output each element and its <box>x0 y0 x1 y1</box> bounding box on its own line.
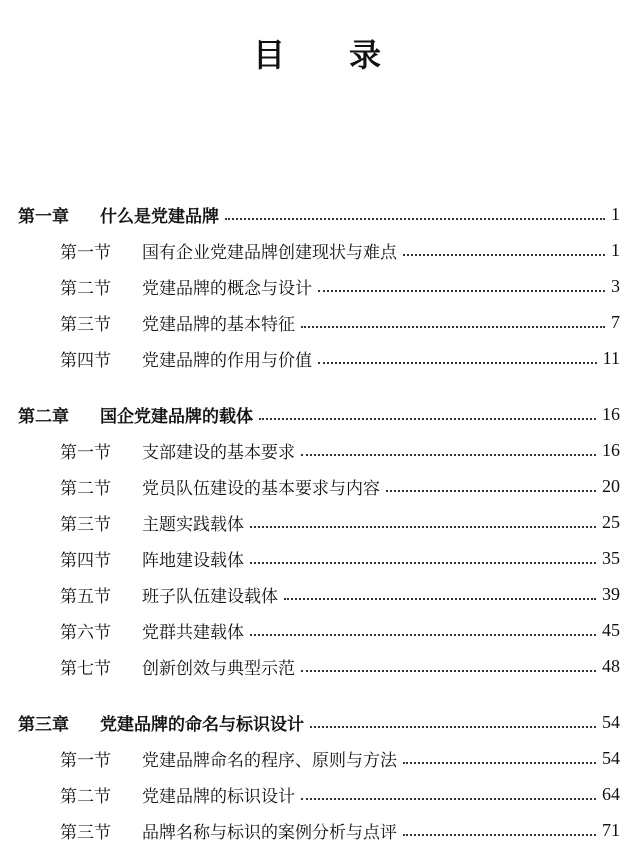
toc-name: 国有企业党建品牌创建现状与难点 <box>142 242 397 263</box>
toc-section[interactable] <box>0 340 636 376</box>
toc-section[interactable] <box>0 304 636 340</box>
title-char-2: 录 <box>349 36 384 74</box>
toc-label: 第四节 <box>60 350 111 371</box>
toc-leader-dots <box>225 217 605 220</box>
toc-name: 什么是党建品牌 <box>100 206 219 227</box>
toc-section[interactable] <box>0 540 636 576</box>
toc-page-number: 35 <box>602 547 620 568</box>
toc-label: 第四节 <box>60 550 111 571</box>
table-of-contents <box>0 196 636 848</box>
toc-page-number: 3 <box>611 275 620 296</box>
title-char-1: 目 <box>252 36 287 74</box>
toc-name: 党建品牌的基本特征 <box>142 314 295 335</box>
toc-label: 第二章 <box>18 406 69 427</box>
toc-name: 党建品牌命名的程序、原则与方法 <box>142 750 397 771</box>
toc-page-number: 7 <box>611 311 620 332</box>
toc-label: 第一章 <box>18 206 69 227</box>
toc-chapter-2[interactable] <box>0 396 636 432</box>
toc-label: 第一节 <box>60 442 111 463</box>
toc-leader-dots <box>403 761 596 764</box>
toc-name: 创新创效与典型示范 <box>142 658 295 679</box>
toc-label: 第三节 <box>60 822 111 843</box>
toc-name: 国企党建品牌的载体 <box>100 406 253 427</box>
toc-name: 党建品牌的作用与价值 <box>142 350 312 371</box>
toc-leader-dots <box>250 633 596 636</box>
toc-name: 班子队伍建设载体 <box>142 586 278 607</box>
toc-page-number: 64 <box>602 783 620 804</box>
toc-label: 第一节 <box>60 750 111 771</box>
toc-section[interactable] <box>0 432 636 468</box>
toc-leader-dots <box>250 525 596 528</box>
toc-name: 支部建设的基本要求 <box>142 442 295 463</box>
toc-leader-dots <box>318 361 597 364</box>
toc-label: 第三节 <box>60 514 111 535</box>
toc-page-number: 71 <box>602 819 620 840</box>
toc-label: 第七节 <box>60 658 111 679</box>
toc-section[interactable] <box>0 576 636 612</box>
toc-name: 党群共建载体 <box>142 622 244 643</box>
toc-leader-dots <box>259 417 596 420</box>
toc-section[interactable] <box>0 504 636 540</box>
toc-page-number: 16 <box>602 403 620 424</box>
toc-section[interactable] <box>0 776 636 812</box>
toc-page-number: 54 <box>602 711 620 732</box>
toc-leader-dots <box>284 597 596 600</box>
toc-name: 主题实践载体 <box>142 514 244 535</box>
toc-label: 第二节 <box>60 278 111 299</box>
toc-name: 品牌名称与标识的案例分析与点评 <box>142 822 397 843</box>
toc-leader-dots <box>301 669 596 672</box>
toc-section[interactable] <box>0 812 636 848</box>
toc-label: 第一节 <box>60 242 111 263</box>
toc-section[interactable] <box>0 468 636 504</box>
toc-section[interactable] <box>0 268 636 304</box>
toc-section[interactable] <box>0 232 636 268</box>
toc-leader-dots <box>310 725 596 728</box>
page-title <box>0 30 636 76</box>
toc-name: 阵地建设载体 <box>142 550 244 571</box>
toc-page-number: 16 <box>602 439 620 460</box>
toc-label: 第三节 <box>60 314 111 335</box>
toc-label: 第六节 <box>60 622 111 643</box>
toc-name: 党建品牌的标识设计 <box>142 786 295 807</box>
toc-leader-dots <box>386 489 596 492</box>
toc-leader-dots <box>403 253 605 256</box>
toc-page-number: 1 <box>611 239 620 260</box>
toc-label: 第二节 <box>60 786 111 807</box>
toc-section[interactable] <box>0 612 636 648</box>
toc-leader-dots <box>250 561 596 564</box>
toc-leader-dots <box>318 289 605 292</box>
toc-page-number: 11 <box>602 347 620 368</box>
toc-page-number: 1 <box>611 203 620 224</box>
toc-chapter-1[interactable] <box>0 196 636 232</box>
toc-page-number: 54 <box>602 747 620 768</box>
toc-page-number: 45 <box>602 619 620 640</box>
toc-page-number: 48 <box>602 655 620 676</box>
toc-name: 党建品牌的命名与标识设计 <box>100 714 304 735</box>
toc-page-number: 39 <box>602 583 620 604</box>
toc-label: 第二节 <box>60 478 111 499</box>
toc-page-number: 25 <box>602 511 620 532</box>
toc-page-number: 20 <box>602 475 620 496</box>
toc-section[interactable] <box>0 740 636 776</box>
toc-leader-dots <box>301 797 596 800</box>
toc-name: 党员队伍建设的基本要求与内容 <box>142 478 380 499</box>
toc-section[interactable] <box>0 648 636 684</box>
toc-label: 第三章 <box>18 714 69 735</box>
toc-chapter-3[interactable] <box>0 704 636 740</box>
toc-leader-dots <box>403 833 596 836</box>
toc-leader-dots <box>301 325 605 328</box>
toc-name: 党建品牌的概念与设计 <box>142 278 312 299</box>
toc-label: 第五节 <box>60 586 111 607</box>
toc-leader-dots <box>301 453 596 456</box>
